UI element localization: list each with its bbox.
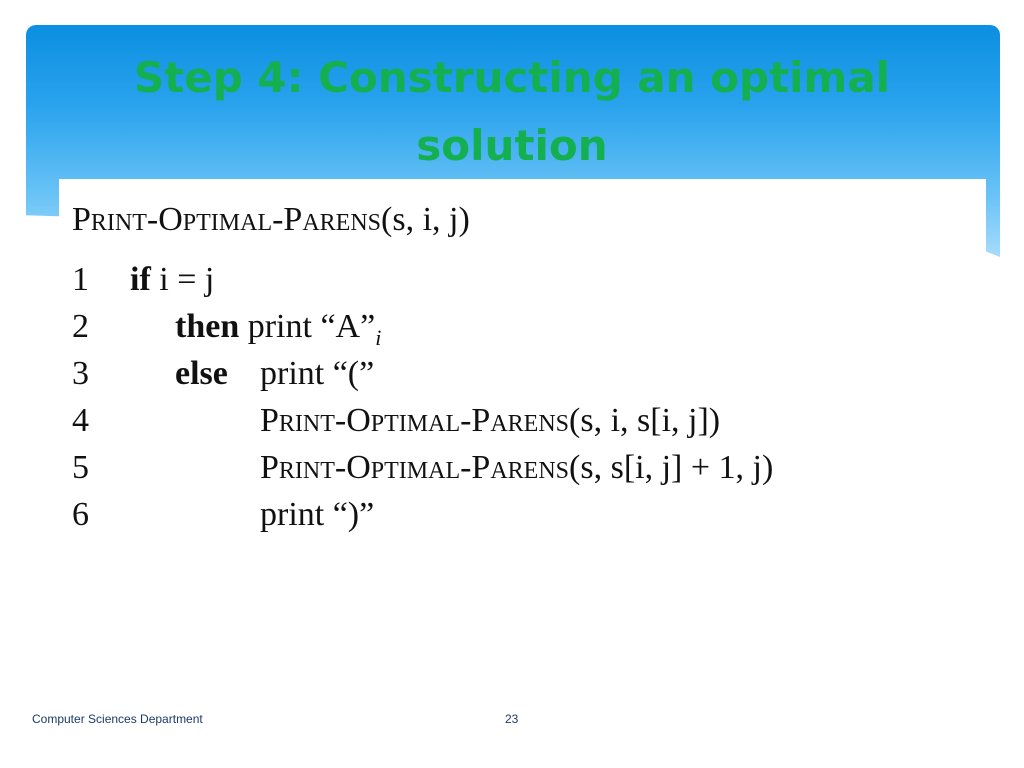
line-number: 5: [72, 449, 89, 486]
procedure-name: Print-Optimal-Parens: [260, 449, 570, 486]
slide-page-number: 23: [505, 712, 519, 726]
keyword-then: then: [175, 308, 240, 345]
line-number: 3: [72, 355, 89, 392]
slide-title: Step 4: Constructing an optimal solution: [133, 53, 891, 170]
keyword-else: else: [175, 355, 228, 392]
line-number: 6: [72, 496, 89, 533]
line-number: 1: [72, 261, 89, 298]
subscript-i: i: [375, 324, 382, 350]
procedure-args: (s, i, s[i, j]): [569, 402, 721, 439]
keyword-if: if: [130, 261, 151, 298]
procedure-name: Print-Optimal-Parens: [260, 402, 570, 439]
procedure-header: [72, 201, 470, 239]
procedure-args: (s, s[i, j] + 1, j): [569, 449, 774, 486]
procedure-args: (s, i, j): [381, 201, 470, 238]
line-text: print “(”: [260, 355, 375, 392]
line-number: 2: [72, 308, 89, 345]
line-number: 4: [72, 402, 89, 439]
footer-department: Computer Sciences Department: [32, 712, 203, 726]
line-text: print “A”: [247, 308, 376, 345]
line-text: print “)”: [260, 496, 375, 533]
procedure-name: Print-Optimal-Parens: [72, 201, 382, 238]
line-text: i = j: [159, 261, 215, 298]
pseudocode-block: [59, 179, 986, 549]
